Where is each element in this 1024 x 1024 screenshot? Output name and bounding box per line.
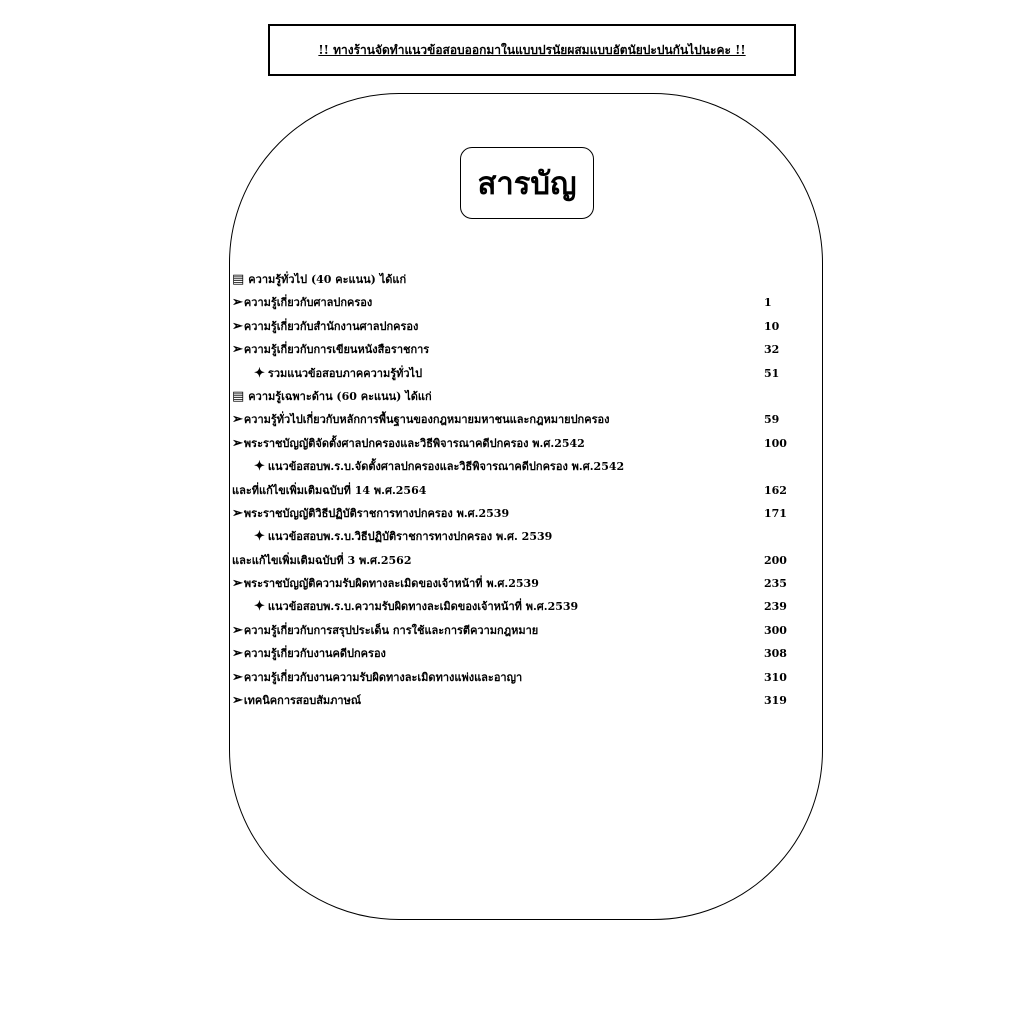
arrow-bullet-icon: ➢	[232, 318, 243, 334]
toc-entry-label-wrap	[232, 268, 406, 291]
toc-entry-label-wrap	[232, 291, 372, 314]
toc-entry	[232, 432, 792, 455]
toc-entry-label: ความรู้เกี่ยวกับงานคดีปกครอง	[243, 647, 386, 661]
notice-box	[268, 24, 796, 76]
toc-entry	[232, 268, 792, 291]
arrow-bullet-icon: ➢	[232, 693, 243, 709]
toc-entry-label-wrap	[232, 689, 361, 712]
toc-entry	[232, 619, 792, 642]
toc-entry	[232, 572, 792, 595]
toc-entry	[232, 362, 792, 385]
toc-entry-page: 308	[764, 647, 787, 661]
toc-entry-label: และแก้ไขเพิ่มเติมฉบับที่ 3 พ.ศ.2562	[232, 553, 412, 567]
toc-entry-label-wrap	[254, 455, 624, 478]
toc-entry-page: 162	[764, 483, 787, 497]
toc-entry-page: 171	[764, 506, 787, 520]
toc-entry	[232, 338, 792, 361]
toc-entry-label: ความรู้ทั่วไป (40 คะแนน) ได้แก่	[248, 273, 407, 286]
toc-entry-label: แนวข้อสอบพ.ร.บ.ความรับผิดทางละเมิดของเจ้าหน้าที่ พ.ศ.2539	[267, 600, 579, 614]
arrow-bullet-icon: ➢	[232, 576, 243, 592]
toc-entry-label: พระราชบัญญัติวิธีปฏิบัติราชการทางปกครอง พ.ศ.2539	[243, 506, 510, 520]
toc-entry-label-wrap	[232, 408, 609, 431]
star-bullet-icon: ✦	[254, 599, 265, 615]
toc-entry	[232, 291, 792, 314]
toc-entry	[232, 479, 792, 502]
toc-entry-label-wrap	[232, 642, 386, 665]
toc-entry-label: และที่แก้ไขเพิ่มเติมฉบับที่ 14 พ.ศ.2564	[232, 483, 427, 497]
toc-entry-label: แนวข้อสอบพ.ร.บ.จัดตั้งศาลปกครองและวิธีพิจารณาคดีปกครอง พ.ศ.2542	[267, 460, 625, 474]
toc-entry-label-wrap	[254, 525, 552, 548]
toc-entry-label-wrap	[232, 432, 585, 455]
star-bullet-icon: ✦	[254, 459, 265, 475]
arrow-bullet-icon: ➢	[232, 342, 243, 358]
toc-entry-label: ความรู้เกี่ยวกับศาลปกครอง	[243, 296, 373, 310]
toc-entry-page: 235	[764, 577, 787, 591]
arrow-bullet-icon: ➢	[232, 669, 243, 685]
toc-entry-label: รวมแนวข้อสอบภาคความรู้ทั่วไป	[267, 366, 423, 380]
toc-entry	[232, 595, 792, 618]
toc-entry-label: พระราชบัญญัติความรับผิดทางละเมิดของเจ้าหน้าที่ พ.ศ.2539	[243, 577, 539, 591]
toc-entry-label: เทคนิคการสอบสัมภาษณ์	[243, 694, 362, 708]
toc-entry-page: 51	[764, 366, 780, 380]
toc-entry-label-wrap	[232, 502, 509, 525]
toc-entry-page: 1	[764, 296, 772, 310]
toc-entry-label: ความรู้เกี่ยวกับการสรุปประเด็น การใช้และการตีความกฎหมาย	[243, 623, 539, 637]
toc-entry-page: 10	[764, 319, 780, 333]
toc-entry-page: 239	[764, 600, 787, 614]
notice-text: !! ทางร้านจัดทำแนวข้อสอบออกมาในแบบปรนัยผสมแบบอัตนัยปะปนกันไปนะคะ !!	[318, 42, 746, 57]
toc-entry-page: 32	[764, 343, 780, 357]
toc-entry	[232, 408, 792, 431]
toc-entry	[232, 549, 792, 572]
arrow-bullet-icon: ➢	[232, 646, 243, 662]
toc-entry	[232, 455, 792, 478]
toc-entry-label-wrap	[232, 338, 429, 361]
toc-entry	[232, 525, 792, 548]
toc-entry-page: 300	[764, 623, 787, 637]
arrow-bullet-icon: ➢	[232, 622, 243, 638]
toc-entry-label-wrap	[232, 479, 426, 502]
toc-entry-label-wrap	[232, 572, 539, 595]
book-icon: ▤	[232, 388, 245, 404]
toc-entry	[232, 689, 792, 712]
arrow-bullet-icon: ➢	[232, 435, 243, 451]
page-title: สารบัญ	[477, 166, 577, 202]
toc-entry-label-wrap	[232, 385, 432, 408]
star-bullet-icon: ✦	[254, 529, 265, 545]
arrow-bullet-icon: ➢	[232, 505, 243, 521]
toc-entry-label-wrap	[232, 549, 412, 572]
toc-entry-label: ความรู้เกี่ยวกับงานความรับผิดทางละเมิดทางแพ่งและอาญา	[243, 670, 523, 684]
star-bullet-icon: ✦	[254, 365, 265, 381]
toc-entry	[232, 502, 792, 525]
toc-entry-label-wrap	[232, 666, 522, 689]
toc-entry-page: 200	[764, 553, 787, 567]
toc-entry	[232, 385, 792, 408]
toc-entry	[232, 315, 792, 338]
toc-entry-label: ความรู้เกี่ยวกับการเขียนหนังสือราชการ	[243, 343, 430, 357]
arrow-bullet-icon: ➢	[232, 412, 243, 428]
arrow-bullet-icon: ➢	[232, 295, 243, 311]
toc-entry-page: 100	[764, 436, 787, 450]
toc-entry-page: 59	[764, 413, 780, 427]
toc-entry-label-wrap	[232, 619, 538, 642]
toc-entry-label-wrap	[232, 315, 418, 338]
toc-entry	[232, 642, 792, 665]
table-of-contents	[232, 268, 792, 712]
toc-entry-label: ความรู้ทั่วไปเกี่ยวกับหลักการพื้นฐานของกฎหมายมหาชนและกฎหมายปกครอง	[243, 413, 610, 427]
toc-entry-page: 319	[764, 694, 787, 708]
book-icon: ▤	[232, 272, 245, 287]
toc-entry-label-wrap	[254, 595, 578, 618]
toc-entry-label: ความรู้เกี่ยวกับสำนักงานศาลปกครอง	[243, 319, 419, 333]
toc-entry-page: 310	[764, 670, 787, 684]
toc-entry-label: ความรู้เฉพาะด้าน (60 คะแนน) ได้แก่	[248, 389, 432, 403]
toc-entry-label: พระราชบัญญัติจัดตั้งศาลปกครองและวิธีพิจารณาคดีปกครอง พ.ศ.2542	[243, 436, 585, 450]
title-box	[460, 147, 594, 219]
toc-entry-label: แนวข้อสอบพ.ร.บ.วิธีปฏิบัติราชการทางปกครอง พ.ศ. 2539	[267, 530, 553, 544]
toc-entry	[232, 666, 792, 689]
toc-entry-label-wrap	[254, 362, 422, 385]
